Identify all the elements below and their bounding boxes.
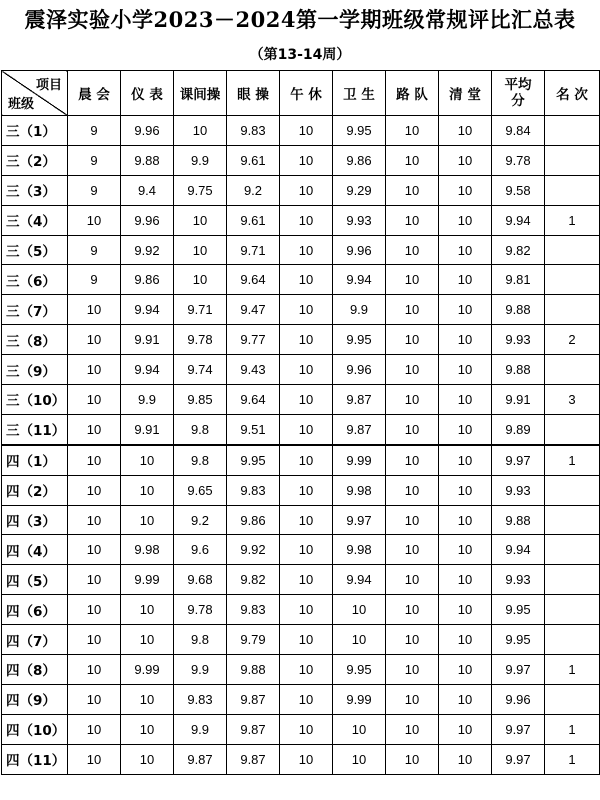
noon-rest-cell: 10 <box>280 295 333 325</box>
noon-rest-cell: 10 <box>280 265 333 295</box>
line-up-cell: 10 <box>386 295 439 325</box>
line-up-cell: 10 <box>386 265 439 295</box>
average-cell: 9.88 <box>492 355 545 385</box>
classroom-clearing-cell: 10 <box>439 445 492 475</box>
column-header-noon-rest: 午 休 <box>280 71 333 116</box>
line-up-cell: 10 <box>386 625 439 655</box>
column-header-line-up: 路 队 <box>386 71 439 116</box>
class-name-cell: 四（2） <box>2 475 68 505</box>
appearance-cell: 10 <box>121 445 174 475</box>
recess-exercise-cell: 9.78 <box>174 325 227 355</box>
rank-cell <box>545 684 600 714</box>
average-cell: 9.94 <box>492 535 545 565</box>
rank-cell <box>545 116 600 146</box>
table-row <box>2 295 600 325</box>
average-cell: 9.97 <box>492 445 545 475</box>
rank-cell: 1 <box>545 714 600 744</box>
eye-exercise-cell: 9.83 <box>227 595 280 625</box>
recess-exercise-cell: 10 <box>174 205 227 235</box>
morning-meeting-cell: 10 <box>68 744 121 774</box>
corner-label-class: 班级 <box>8 97 35 112</box>
classroom-clearing-cell: 10 <box>439 475 492 505</box>
appearance-cell: 9.86 <box>121 265 174 295</box>
average-cell: 9.89 <box>492 414 545 444</box>
line-up-cell: 10 <box>386 355 439 385</box>
class-name-cell: 四（11） <box>2 744 68 774</box>
table-row <box>2 655 600 685</box>
morning-meeting-cell: 10 <box>68 714 121 744</box>
noon-rest-cell: 10 <box>280 414 333 444</box>
noon-rest-cell: 10 <box>280 625 333 655</box>
table-row <box>2 145 600 175</box>
classroom-clearing-cell: 10 <box>439 385 492 415</box>
noon-rest-cell: 10 <box>280 235 333 265</box>
table-row <box>2 714 600 744</box>
rank-cell <box>545 475 600 505</box>
appearance-cell: 9.99 <box>121 565 174 595</box>
appearance-cell: 9.96 <box>121 116 174 146</box>
average-cell: 9.95 <box>492 595 545 625</box>
class-name-cell: 三（1） <box>2 116 68 146</box>
appearance-cell: 9.99 <box>121 655 174 685</box>
corner-header-cell <box>2 71 68 116</box>
table-row <box>2 265 600 295</box>
rank-cell <box>545 565 600 595</box>
noon-rest-cell: 10 <box>280 205 333 235</box>
hygiene-cell: 9.96 <box>333 355 386 385</box>
rank-cell <box>545 414 600 444</box>
class-name-cell: 三（8） <box>2 325 68 355</box>
line-up-cell: 10 <box>386 414 439 444</box>
line-up-cell: 10 <box>386 535 439 565</box>
hygiene-cell: 9.95 <box>333 655 386 685</box>
table-row <box>2 535 600 565</box>
morning-meeting-cell: 9 <box>68 265 121 295</box>
eye-exercise-cell: 9.87 <box>227 684 280 714</box>
rank-cell <box>545 235 600 265</box>
morning-meeting-cell: 10 <box>68 205 121 235</box>
recess-exercise-cell: 9.68 <box>174 565 227 595</box>
eye-exercise-cell: 9.47 <box>227 295 280 325</box>
eye-exercise-cell: 9.82 <box>227 565 280 595</box>
table-row <box>2 414 600 444</box>
morning-meeting-cell: 10 <box>68 445 121 475</box>
table-row <box>2 505 600 535</box>
class-name-cell: 四（8） <box>2 655 68 685</box>
column-header-morning-meeting: 晨 会 <box>68 71 121 116</box>
morning-meeting-cell: 10 <box>68 684 121 714</box>
class-name-cell: 三（9） <box>2 355 68 385</box>
average-cell: 9.88 <box>492 295 545 325</box>
appearance-cell: 9.91 <box>121 325 174 355</box>
classroom-clearing-cell: 10 <box>439 655 492 685</box>
classroom-clearing-cell: 10 <box>439 714 492 744</box>
classroom-clearing-cell: 10 <box>439 145 492 175</box>
average-cell: 9.81 <box>492 265 545 295</box>
rank-cell <box>545 595 600 625</box>
recess-exercise-cell: 9.8 <box>174 414 227 444</box>
hygiene-cell: 9.99 <box>333 684 386 714</box>
morning-meeting-cell: 10 <box>68 325 121 355</box>
noon-rest-cell: 10 <box>280 714 333 744</box>
recess-exercise-cell: 9.74 <box>174 355 227 385</box>
rank-cell <box>545 625 600 655</box>
class-name-cell: 三（3） <box>2 175 68 205</box>
noon-rest-cell: 10 <box>280 175 333 205</box>
noon-rest-cell: 10 <box>280 505 333 535</box>
classroom-clearing-cell: 10 <box>439 535 492 565</box>
recess-exercise-cell: 9.71 <box>174 295 227 325</box>
recess-exercise-cell: 9.78 <box>174 595 227 625</box>
morning-meeting-cell: 10 <box>68 505 121 535</box>
class-name-cell: 四（3） <box>2 505 68 535</box>
eye-exercise-cell: 9.61 <box>227 205 280 235</box>
classroom-clearing-cell: 10 <box>439 295 492 325</box>
line-up-cell: 10 <box>386 744 439 774</box>
average-cell: 9.97 <box>492 744 545 774</box>
table-row <box>2 325 600 355</box>
average-cell: 9.84 <box>492 116 545 146</box>
recess-exercise-cell: 9.2 <box>174 505 227 535</box>
classroom-clearing-cell: 10 <box>439 595 492 625</box>
table-row <box>2 625 600 655</box>
appearance-cell: 9.88 <box>121 145 174 175</box>
morning-meeting-cell: 9 <box>68 116 121 146</box>
recess-exercise-cell: 10 <box>174 235 227 265</box>
line-up-cell: 10 <box>386 235 439 265</box>
morning-meeting-cell: 10 <box>68 414 121 444</box>
table-row <box>2 205 600 235</box>
hygiene-cell: 9.29 <box>333 175 386 205</box>
eye-exercise-cell: 9.2 <box>227 175 280 205</box>
classroom-clearing-cell: 10 <box>439 744 492 774</box>
eye-exercise-cell: 9.87 <box>227 744 280 774</box>
eye-exercise-cell: 9.64 <box>227 385 280 415</box>
classroom-clearing-cell: 10 <box>439 625 492 655</box>
hygiene-cell: 10 <box>333 744 386 774</box>
class-name-cell: 三（4） <box>2 205 68 235</box>
eye-exercise-cell: 9.95 <box>227 445 280 475</box>
classroom-clearing-cell: 10 <box>439 175 492 205</box>
hygiene-cell: 9.95 <box>333 116 386 146</box>
appearance-cell: 9.92 <box>121 235 174 265</box>
eye-exercise-cell: 9.83 <box>227 116 280 146</box>
recess-exercise-cell: 9.9 <box>174 714 227 744</box>
eye-exercise-cell: 9.87 <box>227 714 280 744</box>
class-name-cell: 四（1） <box>2 445 68 475</box>
noon-rest-cell: 10 <box>280 744 333 774</box>
appearance-cell: 10 <box>121 475 174 505</box>
rank-cell: 1 <box>545 744 600 774</box>
rank-cell <box>545 175 600 205</box>
classroom-clearing-cell: 10 <box>439 116 492 146</box>
class-name-cell: 三（6） <box>2 265 68 295</box>
hygiene-cell: 9.86 <box>333 145 386 175</box>
noon-rest-cell: 10 <box>280 655 333 685</box>
morning-meeting-cell: 10 <box>68 535 121 565</box>
recess-exercise-cell: 9.9 <box>174 145 227 175</box>
appearance-cell: 10 <box>121 625 174 655</box>
column-header-average: 平均分 <box>492 71 545 116</box>
average-cell: 9.78 <box>492 145 545 175</box>
recess-exercise-cell: 9.9 <box>174 655 227 685</box>
table-row <box>2 744 600 774</box>
average-cell: 9.97 <box>492 655 545 685</box>
average-cell: 9.88 <box>492 505 545 535</box>
hygiene-cell: 9.94 <box>333 565 386 595</box>
hygiene-cell: 9.96 <box>333 235 386 265</box>
column-header-classroom-clearing: 清 堂 <box>439 71 492 116</box>
recess-exercise-cell: 9.87 <box>174 744 227 774</box>
classroom-clearing-cell: 10 <box>439 414 492 444</box>
hygiene-cell: 9.93 <box>333 205 386 235</box>
recess-exercise-cell: 9.8 <box>174 625 227 655</box>
rank-cell: 1 <box>545 655 600 685</box>
line-up-cell: 10 <box>386 325 439 355</box>
appearance-cell: 10 <box>121 744 174 774</box>
class-name-cell: 三（7） <box>2 295 68 325</box>
class-name-cell: 四（5） <box>2 565 68 595</box>
table-row <box>2 385 600 415</box>
hygiene-cell: 10 <box>333 714 386 744</box>
appearance-cell: 9.94 <box>121 355 174 385</box>
eye-exercise-cell: 9.64 <box>227 265 280 295</box>
rank-cell <box>545 535 600 565</box>
appearance-cell: 9.91 <box>121 414 174 444</box>
class-name-cell: 四（10） <box>2 714 68 744</box>
recess-exercise-cell: 9.65 <box>174 475 227 505</box>
classroom-clearing-cell: 10 <box>439 265 492 295</box>
line-up-cell: 10 <box>386 684 439 714</box>
hygiene-cell: 9.94 <box>333 265 386 295</box>
rank-cell: 2 <box>545 325 600 355</box>
hygiene-cell: 9.87 <box>333 385 386 415</box>
rank-cell <box>545 505 600 535</box>
noon-rest-cell: 10 <box>280 145 333 175</box>
noon-rest-cell: 10 <box>280 445 333 475</box>
class-name-cell: 四（7） <box>2 625 68 655</box>
average-cell: 9.96 <box>492 684 545 714</box>
classroom-clearing-cell: 10 <box>439 684 492 714</box>
noon-rest-cell: 10 <box>280 385 333 415</box>
average-cell: 9.91 <box>492 385 545 415</box>
noon-rest-cell: 10 <box>280 565 333 595</box>
classroom-clearing-cell: 10 <box>439 505 492 535</box>
class-name-cell: 三（2） <box>2 145 68 175</box>
average-cell: 9.93 <box>492 325 545 355</box>
eye-exercise-cell: 9.77 <box>227 325 280 355</box>
recess-exercise-cell: 9.85 <box>174 385 227 415</box>
table-row <box>2 684 600 714</box>
hygiene-cell: 10 <box>333 625 386 655</box>
line-up-cell: 10 <box>386 714 439 744</box>
recess-exercise-cell: 10 <box>174 265 227 295</box>
classroom-clearing-cell: 10 <box>439 355 492 385</box>
table-row <box>2 116 600 146</box>
hygiene-cell: 9.95 <box>333 325 386 355</box>
class-name-cell: 三（10） <box>2 385 68 415</box>
table-row <box>2 595 600 625</box>
table-row <box>2 445 600 475</box>
noon-rest-cell: 10 <box>280 116 333 146</box>
eye-exercise-cell: 9.43 <box>227 355 280 385</box>
average-cell: 9.93 <box>492 565 545 595</box>
noon-rest-cell: 10 <box>280 475 333 505</box>
morning-meeting-cell: 10 <box>68 475 121 505</box>
column-header-hygiene: 卫 生 <box>333 71 386 116</box>
rank-cell <box>545 145 600 175</box>
hygiene-cell: 9.98 <box>333 475 386 505</box>
noon-rest-cell: 10 <box>280 535 333 565</box>
eye-exercise-cell: 9.79 <box>227 625 280 655</box>
noon-rest-cell: 10 <box>280 325 333 355</box>
column-header-appearance: 仪 表 <box>121 71 174 116</box>
morning-meeting-cell: 10 <box>68 595 121 625</box>
hygiene-cell: 10 <box>333 595 386 625</box>
rank-cell: 1 <box>545 445 600 475</box>
eye-exercise-cell: 9.86 <box>227 505 280 535</box>
morning-meeting-cell: 9 <box>68 145 121 175</box>
rank-cell: 3 <box>545 385 600 415</box>
line-up-cell: 10 <box>386 445 439 475</box>
eye-exercise-cell: 9.61 <box>227 145 280 175</box>
page-title: 震泽实验小学2023－2024第一学期班级常规评比汇总表 <box>24 7 576 32</box>
morning-meeting-cell: 9 <box>68 235 121 265</box>
recess-exercise-cell: 9.6 <box>174 535 227 565</box>
rank-cell: 1 <box>545 205 600 235</box>
hygiene-cell: 9.87 <box>333 414 386 444</box>
header-row <box>2 71 600 116</box>
classroom-clearing-cell: 10 <box>439 235 492 265</box>
morning-meeting-cell: 10 <box>68 655 121 685</box>
line-up-cell: 10 <box>386 655 439 685</box>
class-name-cell: 三（11） <box>2 414 68 444</box>
appearance-cell: 9.98 <box>121 535 174 565</box>
average-cell: 9.58 <box>492 175 545 205</box>
rank-cell <box>545 295 600 325</box>
appearance-cell: 10 <box>121 595 174 625</box>
table-row <box>2 475 600 505</box>
morning-meeting-cell: 10 <box>68 385 121 415</box>
line-up-cell: 10 <box>386 385 439 415</box>
rank-cell <box>545 355 600 385</box>
eye-exercise-cell: 9.92 <box>227 535 280 565</box>
line-up-cell: 10 <box>386 565 439 595</box>
table-row <box>2 565 600 595</box>
hygiene-cell: 9.97 <box>333 505 386 535</box>
eye-exercise-cell: 9.71 <box>227 235 280 265</box>
class-name-cell: 四（6） <box>2 595 68 625</box>
morning-meeting-cell: 10 <box>68 295 121 325</box>
line-up-cell: 10 <box>386 175 439 205</box>
average-cell: 9.93 <box>492 475 545 505</box>
classroom-clearing-cell: 10 <box>439 325 492 355</box>
appearance-cell: 9.4 <box>121 175 174 205</box>
column-header-eye-exercise: 眼 操 <box>227 71 280 116</box>
table-row <box>2 175 600 205</box>
evaluation-table <box>1 70 600 775</box>
eye-exercise-cell: 9.88 <box>227 655 280 685</box>
rank-cell <box>545 265 600 295</box>
class-name-cell: 三（5） <box>2 235 68 265</box>
class-name-cell: 四（4） <box>2 535 68 565</box>
noon-rest-cell: 10 <box>280 595 333 625</box>
recess-exercise-cell: 10 <box>174 116 227 146</box>
classroom-clearing-cell: 10 <box>439 205 492 235</box>
noon-rest-cell: 10 <box>280 684 333 714</box>
line-up-cell: 10 <box>386 205 439 235</box>
table-row <box>2 235 600 265</box>
morning-meeting-cell: 10 <box>68 625 121 655</box>
noon-rest-cell: 10 <box>280 355 333 385</box>
average-cell: 9.97 <box>492 714 545 744</box>
line-up-cell: 10 <box>386 475 439 505</box>
recess-exercise-cell: 9.75 <box>174 175 227 205</box>
table-row <box>2 355 600 385</box>
column-header-rank: 名 次 <box>545 71 600 116</box>
table-body <box>2 116 600 775</box>
appearance-cell: 10 <box>121 505 174 535</box>
line-up-cell: 10 <box>386 505 439 535</box>
recess-exercise-cell: 9.83 <box>174 684 227 714</box>
recess-exercise-cell: 9.8 <box>174 445 227 475</box>
hygiene-cell: 9.9 <box>333 295 386 325</box>
appearance-cell: 9.9 <box>121 385 174 415</box>
appearance-cell: 9.96 <box>121 205 174 235</box>
corner-label-item: 项目 <box>35 78 62 93</box>
eye-exercise-cell: 9.51 <box>227 414 280 444</box>
appearance-cell: 9.94 <box>121 295 174 325</box>
average-cell: 9.82 <box>492 235 545 265</box>
average-cell: 9.95 <box>492 625 545 655</box>
morning-meeting-cell: 9 <box>68 175 121 205</box>
line-up-cell: 10 <box>386 595 439 625</box>
appearance-cell: 10 <box>121 684 174 714</box>
hygiene-cell: 9.98 <box>333 535 386 565</box>
class-name-cell: 四（9） <box>2 684 68 714</box>
morning-meeting-cell: 10 <box>68 355 121 385</box>
hygiene-cell: 9.99 <box>333 445 386 475</box>
eye-exercise-cell: 9.83 <box>227 475 280 505</box>
average-cell: 9.94 <box>492 205 545 235</box>
line-up-cell: 10 <box>386 116 439 146</box>
column-header-recess-exercise: 课间操 <box>174 71 227 116</box>
classroom-clearing-cell: 10 <box>439 565 492 595</box>
morning-meeting-cell: 10 <box>68 565 121 595</box>
line-up-cell: 10 <box>386 145 439 175</box>
week-subtitle: （第13-14周） <box>249 47 351 63</box>
appearance-cell: 10 <box>121 714 174 744</box>
